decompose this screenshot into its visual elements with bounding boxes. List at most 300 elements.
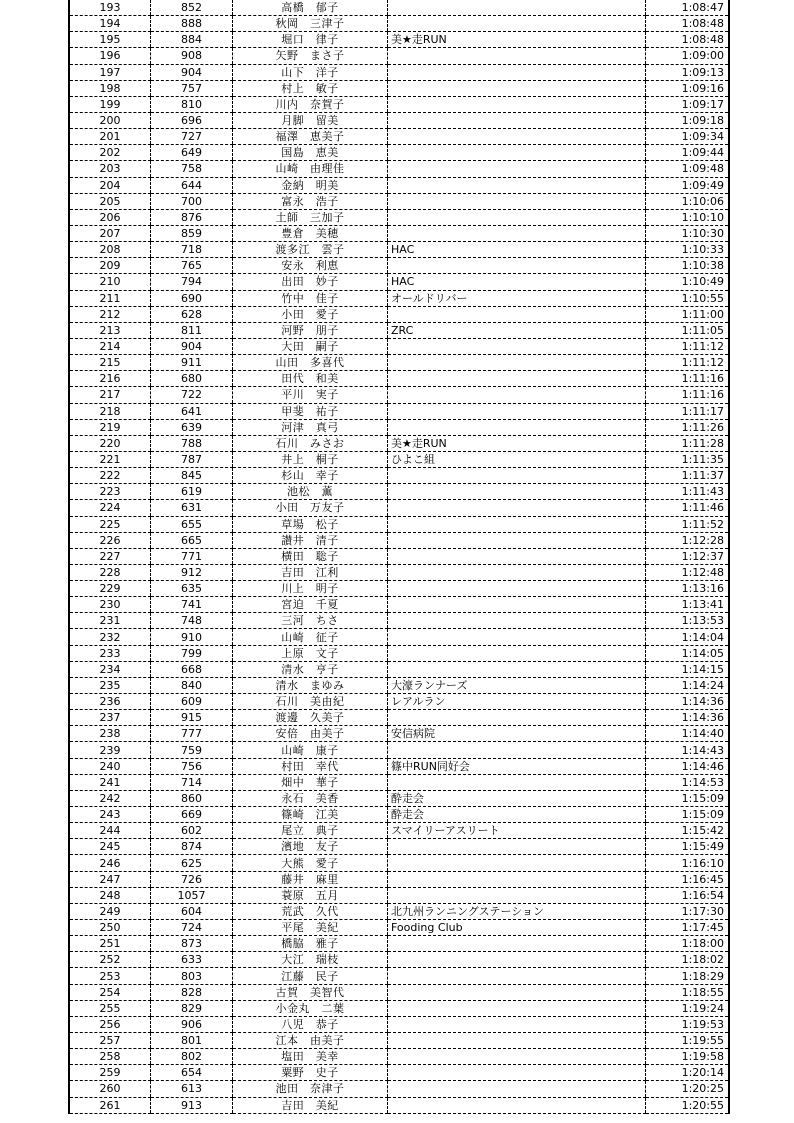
rank-cell: 220 (69, 435, 151, 451)
runner-name-cell: 河津 真弓 (233, 419, 388, 435)
runner-name-cell: 川上 明子 (233, 581, 388, 597)
rank-cell: 256 (69, 1016, 151, 1032)
rank-cell: 202 (69, 145, 151, 161)
rank-cell: 250 (69, 920, 151, 936)
bib-number-cell: 714 (151, 774, 233, 790)
runner-name-cell: 大熊 愛子 (233, 855, 388, 871)
finish-time-cell: 1:14:43 (646, 742, 730, 758)
rank-cell: 206 (69, 209, 151, 225)
bib-number-cell: 718 (151, 242, 233, 258)
bib-number-cell: 888 (151, 16, 233, 32)
runner-name-cell: 畑中 華子 (233, 774, 388, 790)
finish-time-cell: 1:14:24 (646, 677, 730, 693)
rank-cell: 260 (69, 1081, 151, 1097)
finish-time-cell: 1:15:42 (646, 823, 730, 839)
rank-cell: 254 (69, 984, 151, 1000)
finish-time-cell: 1:20:14 (646, 1065, 730, 1081)
table-row (69, 1049, 729, 1065)
bib-number-cell: 810 (151, 96, 233, 112)
table-row (69, 823, 729, 839)
runner-name-cell: 永石 美香 (233, 790, 388, 806)
team-name-cell (388, 516, 646, 532)
rank-cell: 201 (69, 129, 151, 145)
runner-name-cell: 池松 薫 (233, 484, 388, 500)
finish-time-cell: 1:14:15 (646, 661, 730, 677)
finish-time-cell: 1:11:17 (646, 403, 730, 419)
rank-cell: 205 (69, 193, 151, 209)
runner-name-cell: 藤井 麻里 (233, 871, 388, 887)
runner-name-cell: 安倍 由美子 (233, 726, 388, 742)
team-name-cell (388, 355, 646, 371)
team-name-cell (388, 1049, 646, 1065)
table-row (69, 807, 729, 823)
bib-number-cell: 915 (151, 710, 233, 726)
rank-cell: 228 (69, 564, 151, 580)
table-row (69, 903, 729, 919)
table-row (69, 451, 729, 467)
rank-cell: 204 (69, 177, 151, 193)
runner-name-cell: 清水 まゆみ (233, 677, 388, 693)
table-row (69, 355, 729, 371)
team-name-cell (388, 581, 646, 597)
team-name-cell (388, 96, 646, 112)
team-name-cell (388, 387, 646, 403)
rank-cell: 237 (69, 710, 151, 726)
table-row (69, 225, 729, 241)
team-name-cell (388, 1065, 646, 1081)
finish-time-cell: 1:18:29 (646, 968, 730, 984)
finish-time-cell: 1:14:36 (646, 710, 730, 726)
table-row (69, 177, 729, 193)
table-row (69, 968, 729, 984)
team-name-cell (388, 48, 646, 64)
bib-number-cell: 722 (151, 387, 233, 403)
finish-time-cell: 1:11:00 (646, 306, 730, 322)
bib-number-cell: 649 (151, 145, 233, 161)
table-row (69, 96, 729, 112)
finish-time-cell: 1:20:25 (646, 1081, 730, 1097)
bib-number-cell: 876 (151, 209, 233, 225)
rank-cell: 244 (69, 823, 151, 839)
rank-cell: 216 (69, 371, 151, 387)
bib-number-cell: 669 (151, 807, 233, 823)
runner-name-cell: 井上 桐子 (233, 451, 388, 467)
runner-name-cell: 土師 三加子 (233, 209, 388, 225)
rank-cell: 234 (69, 661, 151, 677)
table-row (69, 387, 729, 403)
team-name-cell (388, 500, 646, 516)
rank-cell: 198 (69, 80, 151, 96)
table-row (69, 193, 729, 209)
bib-number-cell: 741 (151, 597, 233, 613)
runner-name-cell: 村上 敏子 (233, 80, 388, 96)
finish-time-cell: 1:15:49 (646, 839, 730, 855)
table-row (69, 306, 729, 322)
runner-name-cell: 小田 万友子 (233, 500, 388, 516)
team-name-cell (388, 532, 646, 548)
table-row (69, 677, 729, 693)
team-name-cell (388, 306, 646, 322)
finish-time-cell: 1:09:44 (646, 145, 730, 161)
runner-name-cell: 上原 文子 (233, 645, 388, 661)
table-row (69, 694, 729, 710)
finish-time-cell: 1:13:41 (646, 597, 730, 613)
team-name-cell: ひよこ組 (388, 451, 646, 467)
team-name-cell: Fooding Club (388, 920, 646, 936)
bib-number-cell: 756 (151, 758, 233, 774)
runner-name-cell: 粟野 史子 (233, 1065, 388, 1081)
runner-name-cell: 横田 聡子 (233, 548, 388, 564)
rank-cell: 227 (69, 548, 151, 564)
table-row (69, 112, 729, 128)
rank-cell: 252 (69, 952, 151, 968)
finish-time-cell: 1:13:16 (646, 581, 730, 597)
rank-cell: 246 (69, 855, 151, 871)
table-row (69, 742, 729, 758)
runner-name-cell: 川内 奈賀子 (233, 96, 388, 112)
runner-name-cell: 池田 奈津子 (233, 1081, 388, 1097)
rank-cell: 200 (69, 112, 151, 128)
table-row (69, 0, 729, 16)
team-name-cell (388, 839, 646, 855)
rank-cell: 261 (69, 1097, 151, 1113)
bib-number-cell: 758 (151, 161, 233, 177)
rank-cell: 248 (69, 887, 151, 903)
team-name-cell: ZRC (388, 322, 646, 338)
table-row (69, 338, 729, 354)
bib-number-cell: 665 (151, 532, 233, 548)
rank-cell: 241 (69, 774, 151, 790)
finish-time-cell: 1:10:10 (646, 209, 730, 225)
rank-cell: 208 (69, 242, 151, 258)
rank-cell: 215 (69, 355, 151, 371)
finish-time-cell: 1:14:05 (646, 645, 730, 661)
team-name-cell (388, 112, 646, 128)
finish-time-cell: 1:11:43 (646, 484, 730, 500)
runner-name-cell: 秋岡 三津子 (233, 16, 388, 32)
table-row (69, 1016, 729, 1032)
results-sheet (68, 0, 724, 1114)
rank-cell: 245 (69, 839, 151, 855)
bib-number-cell: 609 (151, 694, 233, 710)
table-row (69, 48, 729, 64)
finish-time-cell: 1:10:33 (646, 242, 730, 258)
table-row (69, 564, 729, 580)
table-row (69, 129, 729, 145)
bib-number-cell: 724 (151, 920, 233, 936)
team-name-cell (388, 80, 646, 96)
results-table (68, 0, 730, 1114)
rank-cell: 195 (69, 32, 151, 48)
table-row (69, 758, 729, 774)
bib-number-cell: 757 (151, 80, 233, 96)
rank-cell: 251 (69, 936, 151, 952)
rank-cell: 238 (69, 726, 151, 742)
table-row (69, 790, 729, 806)
table-row (69, 32, 729, 48)
runner-name-cell: 江本 由美子 (233, 1033, 388, 1049)
table-row (69, 161, 729, 177)
runner-name-cell: 草場 松子 (233, 516, 388, 532)
rank-cell: 226 (69, 532, 151, 548)
bib-number-cell: 788 (151, 435, 233, 451)
bib-number-cell: 765 (151, 258, 233, 274)
rank-cell: 209 (69, 258, 151, 274)
rank-cell: 259 (69, 1065, 151, 1081)
bib-number-cell: 852 (151, 0, 233, 16)
rank-cell: 239 (69, 742, 151, 758)
table-row (69, 64, 729, 80)
finish-time-cell: 1:18:00 (646, 936, 730, 952)
team-name-cell: HAC (388, 274, 646, 290)
team-name-cell: スマイリーアスリート (388, 823, 646, 839)
rank-cell: 210 (69, 274, 151, 290)
finish-time-cell: 1:19:55 (646, 1033, 730, 1049)
runner-name-cell: 吉田 江利 (233, 564, 388, 580)
bib-number-cell: 635 (151, 581, 233, 597)
team-name-cell (388, 371, 646, 387)
team-name-cell: 美★走RUN (388, 32, 646, 48)
team-name-cell (388, 597, 646, 613)
runner-name-cell: 山崎 征子 (233, 629, 388, 645)
team-name-cell (388, 177, 646, 193)
team-name-cell (388, 629, 646, 645)
rank-cell: 203 (69, 161, 151, 177)
runner-name-cell: 荒武 久代 (233, 903, 388, 919)
runner-name-cell: 渡邊 久美子 (233, 710, 388, 726)
bib-number-cell: 911 (151, 355, 233, 371)
finish-time-cell: 1:16:45 (646, 871, 730, 887)
table-row (69, 80, 729, 96)
bib-number-cell: 794 (151, 274, 233, 290)
table-row (69, 710, 729, 726)
team-name-cell (388, 968, 646, 984)
team-name-cell (388, 952, 646, 968)
bib-number-cell: 748 (151, 613, 233, 629)
finish-time-cell: 1:20:55 (646, 1097, 730, 1113)
bib-number-cell: 633 (151, 952, 233, 968)
team-name-cell (388, 871, 646, 887)
team-name-cell (388, 1033, 646, 1049)
rank-cell: 214 (69, 338, 151, 354)
bib-number-cell: 829 (151, 1000, 233, 1016)
bib-number-cell: 904 (151, 64, 233, 80)
finish-time-cell: 1:09:17 (646, 96, 730, 112)
bib-number-cell: 696 (151, 112, 233, 128)
team-name-cell: オールドリバー (388, 290, 646, 306)
runner-name-cell: 杉山 幸子 (233, 468, 388, 484)
runner-name-cell: 竹中 佳子 (233, 290, 388, 306)
finish-time-cell: 1:16:54 (646, 887, 730, 903)
rank-cell: 231 (69, 613, 151, 629)
team-name-cell (388, 161, 646, 177)
table-row (69, 290, 729, 306)
team-name-cell: 大濠ランナーズ (388, 677, 646, 693)
runner-name-cell: 石川 みさお (233, 435, 388, 451)
finish-time-cell: 1:09:16 (646, 80, 730, 96)
team-name-cell: 酔走会 (388, 807, 646, 823)
runner-name-cell: 江藤 民子 (233, 968, 388, 984)
bib-number-cell: 912 (151, 564, 233, 580)
rank-cell: 218 (69, 403, 151, 419)
table-row (69, 726, 729, 742)
runner-name-cell: 石川 美由紀 (233, 694, 388, 710)
bib-number-cell: 860 (151, 790, 233, 806)
rank-cell: 229 (69, 581, 151, 597)
bib-number-cell: 913 (151, 1097, 233, 1113)
team-name-cell: 篠中RUN同好会 (388, 758, 646, 774)
rank-cell: 243 (69, 807, 151, 823)
runner-name-cell: 豊倉 美穂 (233, 225, 388, 241)
table-row (69, 468, 729, 484)
finish-time-cell: 1:11:35 (646, 451, 730, 467)
rank-cell: 230 (69, 597, 151, 613)
table-row (69, 371, 729, 387)
bib-number-cell: 873 (151, 936, 233, 952)
bib-number-cell: 641 (151, 403, 233, 419)
team-name-cell (388, 129, 646, 145)
team-name-cell (388, 984, 646, 1000)
finish-time-cell: 1:14:53 (646, 774, 730, 790)
rank-cell: 193 (69, 0, 151, 16)
runner-name-cell: 河野 朋子 (233, 322, 388, 338)
bib-number-cell: 777 (151, 726, 233, 742)
finish-time-cell: 1:11:05 (646, 322, 730, 338)
results-rows (69, 0, 729, 1113)
rank-cell: 242 (69, 790, 151, 806)
bib-number-cell: 803 (151, 968, 233, 984)
table-row (69, 209, 729, 225)
runner-name-cell: 大田 嗣子 (233, 338, 388, 354)
finish-time-cell: 1:11:16 (646, 387, 730, 403)
table-row (69, 984, 729, 1000)
finish-time-cell: 1:14:46 (646, 758, 730, 774)
team-name-cell (388, 338, 646, 354)
finish-time-cell: 1:11:28 (646, 435, 730, 451)
table-row (69, 645, 729, 661)
table-row (69, 16, 729, 32)
team-name-cell (388, 548, 646, 564)
rank-cell: 222 (69, 468, 151, 484)
runner-name-cell: 讃井 清子 (233, 532, 388, 548)
bib-number-cell: 811 (151, 322, 233, 338)
runner-name-cell: 山田 多喜代 (233, 355, 388, 371)
table-row (69, 1065, 729, 1081)
bib-number-cell: 726 (151, 871, 233, 887)
rank-cell: 213 (69, 322, 151, 338)
table-row (69, 322, 729, 338)
table-row (69, 548, 729, 564)
table-row (69, 435, 729, 451)
runner-name-cell: 甲斐 祐子 (233, 403, 388, 419)
runner-name-cell: 清水 亨子 (233, 661, 388, 677)
rank-cell: 224 (69, 500, 151, 516)
finish-time-cell: 1:14:04 (646, 629, 730, 645)
runner-name-cell: 八児 恭子 (233, 1016, 388, 1032)
bib-number-cell: 644 (151, 177, 233, 193)
team-name-cell (388, 1097, 646, 1113)
bib-number-cell: 1057 (151, 887, 233, 903)
rank-cell: 232 (69, 629, 151, 645)
team-name-cell (388, 774, 646, 790)
bib-number-cell: 613 (151, 1081, 233, 1097)
team-name-cell (388, 64, 646, 80)
finish-time-cell: 1:11:16 (646, 371, 730, 387)
table-row (69, 952, 729, 968)
bib-number-cell: 639 (151, 419, 233, 435)
bib-number-cell: 727 (151, 129, 233, 145)
finish-time-cell: 1:09:18 (646, 112, 730, 128)
table-row (69, 613, 729, 629)
finish-time-cell: 1:08:48 (646, 16, 730, 32)
runner-name-cell: 堀口 律子 (233, 32, 388, 48)
team-name-cell: レアルラン (388, 694, 646, 710)
runner-name-cell: 福澤 恵美子 (233, 129, 388, 145)
table-row (69, 484, 729, 500)
table-row (69, 920, 729, 936)
table-row (69, 581, 729, 597)
runner-name-cell: 平尾 美紀 (233, 920, 388, 936)
team-name-cell (388, 710, 646, 726)
team-name-cell (388, 564, 646, 580)
table-row (69, 887, 729, 903)
bib-number-cell: 787 (151, 451, 233, 467)
bib-number-cell: 604 (151, 903, 233, 919)
finish-time-cell: 1:13:53 (646, 613, 730, 629)
runner-name-cell: 三河 ちさ (233, 613, 388, 629)
finish-time-cell: 1:15:09 (646, 807, 730, 823)
bib-number-cell: 845 (151, 468, 233, 484)
runner-name-cell: 高橋 郁子 (233, 0, 388, 16)
rank-cell: 207 (69, 225, 151, 241)
team-name-cell (388, 1016, 646, 1032)
finish-time-cell: 1:16:10 (646, 855, 730, 871)
finish-time-cell: 1:17:45 (646, 920, 730, 936)
runner-name-cell: 橋脇 雅子 (233, 936, 388, 952)
finish-time-cell: 1:10:55 (646, 290, 730, 306)
table-row (69, 500, 729, 516)
runner-name-cell: 山下 洋子 (233, 64, 388, 80)
bib-number-cell: 625 (151, 855, 233, 871)
rank-cell: 255 (69, 1000, 151, 1016)
runner-name-cell: 村田 幸代 (233, 758, 388, 774)
runner-name-cell: 月脚 留美 (233, 112, 388, 128)
runner-name-cell: 尾立 典子 (233, 823, 388, 839)
table-row (69, 1081, 729, 1097)
runner-name-cell: 平川 実子 (233, 387, 388, 403)
finish-time-cell: 1:19:53 (646, 1016, 730, 1032)
rank-cell: 197 (69, 64, 151, 80)
bib-number-cell: 799 (151, 645, 233, 661)
runner-name-cell: 大江 瑞枝 (233, 952, 388, 968)
bib-number-cell: 654 (151, 1065, 233, 1081)
team-name-cell (388, 145, 646, 161)
rank-cell: 217 (69, 387, 151, 403)
table-row (69, 145, 729, 161)
table-row (69, 839, 729, 855)
team-name-cell (388, 419, 646, 435)
runner-name-cell: 安永 利恵 (233, 258, 388, 274)
rank-cell: 225 (69, 516, 151, 532)
finish-time-cell: 1:10:38 (646, 258, 730, 274)
rank-cell: 258 (69, 1049, 151, 1065)
team-name-cell (388, 645, 646, 661)
bib-number-cell: 859 (151, 225, 233, 241)
runner-name-cell: 濱地 友子 (233, 839, 388, 855)
finish-time-cell: 1:09:34 (646, 129, 730, 145)
bib-number-cell: 828 (151, 984, 233, 1000)
finish-time-cell: 1:12:37 (646, 548, 730, 564)
